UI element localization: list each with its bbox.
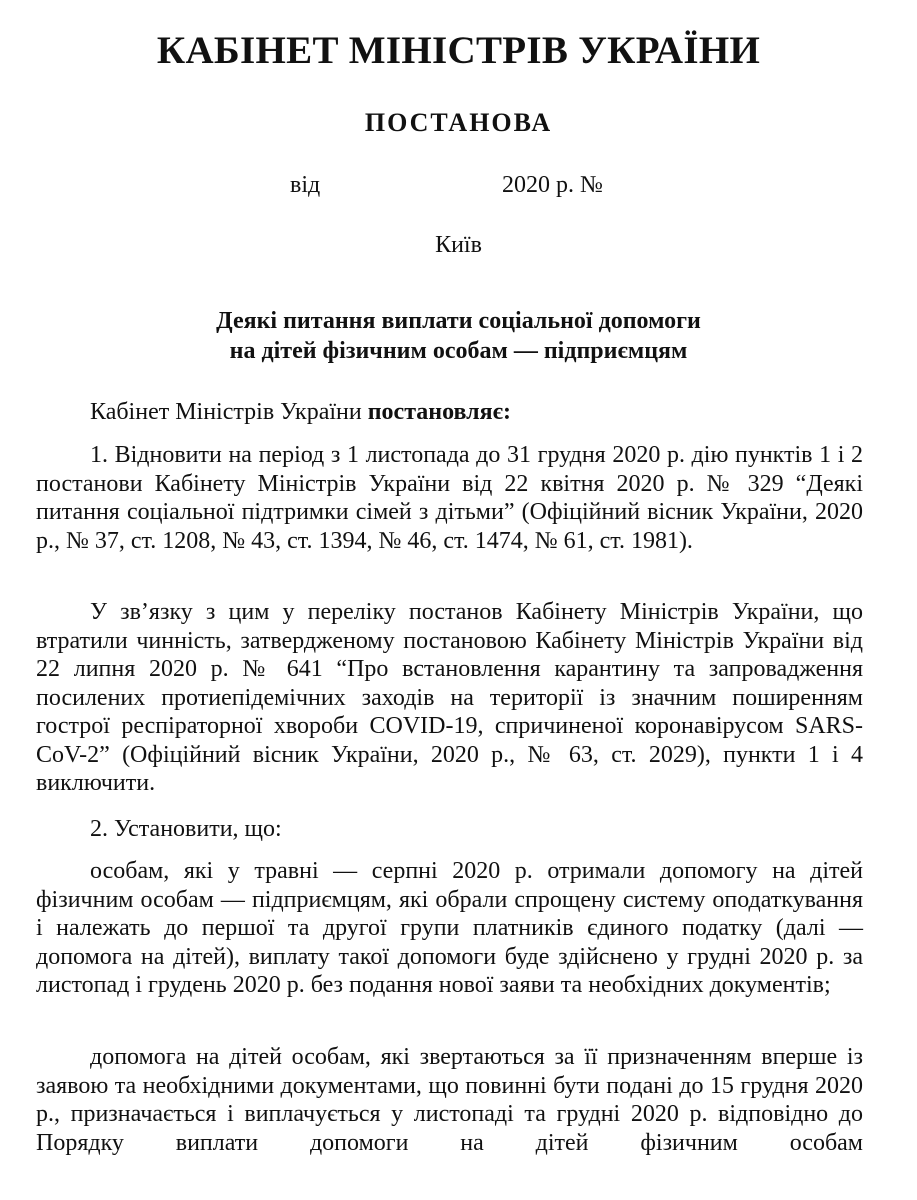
date-suffix: 2020 р. № <box>502 172 603 198</box>
paragraph-1: 1. Відновити на період з 1 листопада до 31 грудня 2020 р. дію пунктів 1 і 2 постанови Кабінету Міністрів України від 22 квітня 2020 р. № 329 “Деякі питання соціальної підтримки сімей з дітьми” (Офіційний вісник України, 2020 р., № 37, ст. 1208, № 43, ст. 1394, № 46, ст. 1474, № 61, ст. 1981). <box>36 442 863 554</box>
paragraph-5: допомога на дітей особам, які звертаються за її призначенням вперше із заявою та необхідними документами, що повинні бути подані до 15 грудня 2020 р., призначається і виплачується у листопаді та грудні 2020 р. відповідно до Порядку виплати допомоги на дітей фізичним особам <box>36 1044 863 1156</box>
paragraph-4: особам, які у травні — серпні 2020 р. отримали допомогу на дітей фізичним особам — підприємцям, які обрали спрощену систему оподаткування і належать до першої та другої групи платників єдиного податку (далі — допомога на дітей), виплату такої допомоги буде здійснено у грудні 2020 р. за листопад і грудень 2020 р. без подання нової заяви та необхідних документів; <box>36 858 863 998</box>
paragraph-2: У зв’язку з цим у переліку постанов Кабінету Міністрів України, що втратили чинність, затвердженому постановою Кабінету Міністрів України від 22 липня 2020 р. № 641 “Про встановлення карантину та запровадження посилених протиепідемічних заходів на території із значним поширенням гострої респіраторної хвороби COVID-19, спричиненої коронавірусом SARS-CoV-2” (Офіційний вісник України, 2020 р., № 63, ст. 2029), пункти 1 і 4 виключити. <box>36 599 863 796</box>
document-type: ПОСТАНОВА <box>364 108 553 137</box>
city: Київ <box>435 232 482 258</box>
intro-paragraph <box>36 398 863 427</box>
subject-line-1: Деякі питання виплати соціальної допомоги <box>216 308 701 334</box>
intro-bold: постановляє: <box>367 399 511 425</box>
intro-text: Кабінет Міністрів України <box>90 399 368 425</box>
date-prefix: від <box>290 172 321 198</box>
document-subject <box>150 306 767 366</box>
subject-line-2: на дітей фізичним особам — підприємцям <box>229 338 688 364</box>
organization-title: КАБІНЕТ МІНІСТРІВ УКРАЇНИ <box>156 29 761 72</box>
paragraph-3: 2. Установити, що: <box>90 816 282 842</box>
